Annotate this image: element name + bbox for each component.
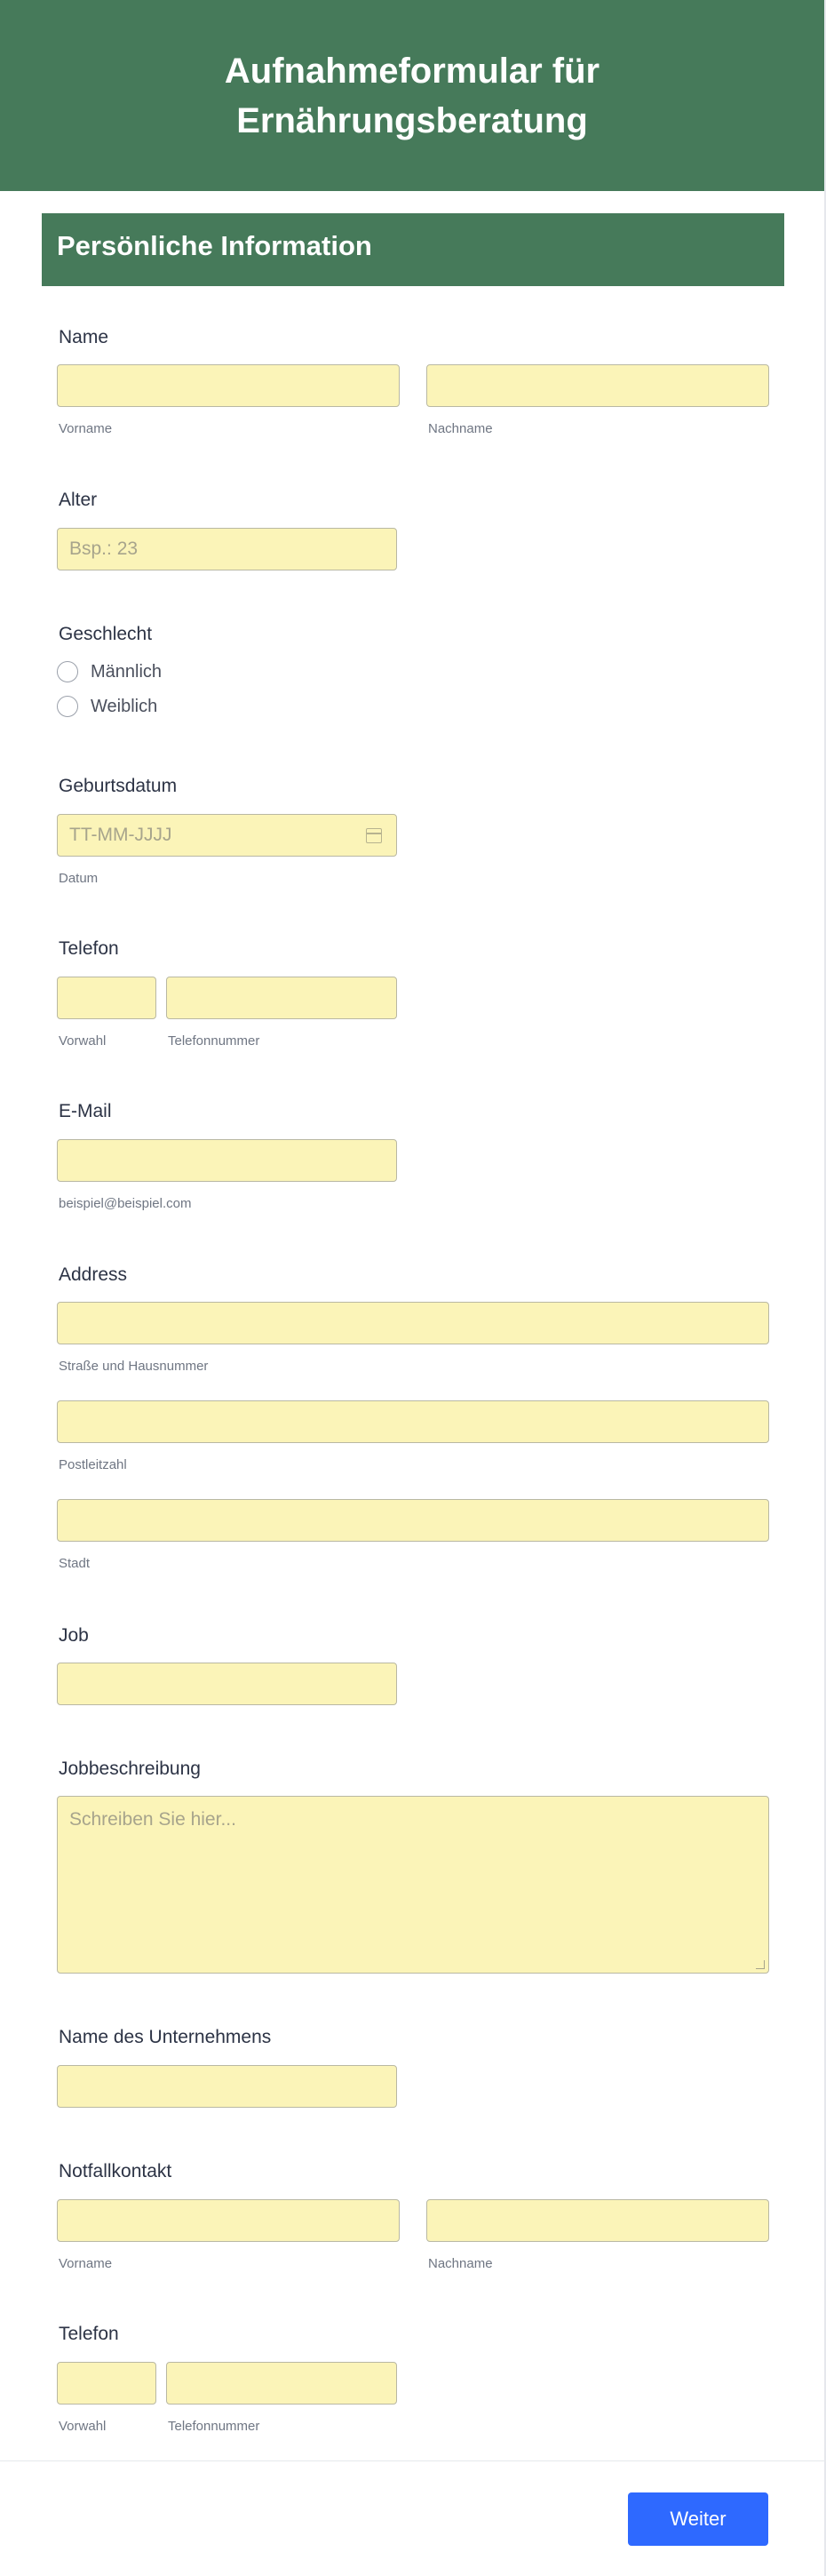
emergency-first-name-input[interactable] xyxy=(57,2199,400,2242)
phone-label: Telefon xyxy=(59,938,119,959)
emergency-phone-number-sublabel: Telefonnummer xyxy=(168,2419,260,2434)
zip-input[interactable] xyxy=(57,1400,769,1443)
job-description-textarea[interactable] xyxy=(57,1796,769,1974)
first-name-sublabel: Vorname xyxy=(59,421,113,436)
birthdate-placeholder: TT-MM-JJJJ xyxy=(69,825,172,845)
street-input[interactable] xyxy=(57,1302,769,1344)
job-label: Job xyxy=(59,1625,89,1646)
street-sublabel: Straße und Hausnummer xyxy=(59,1359,209,1374)
resize-handle-icon[interactable] xyxy=(756,1960,765,1969)
phone-area-sublabel: Vorwahl xyxy=(59,1033,107,1049)
age-input[interactable]: Bsp.: 23 xyxy=(57,528,397,570)
gender-option-female[interactable] xyxy=(57,696,157,717)
gender-option-male[interactable] xyxy=(57,661,162,682)
emergency-phone-number-input[interactable] xyxy=(166,2362,397,2405)
zip-sublabel: Postleitzahl xyxy=(59,1457,127,1472)
company-label: Name des Unternehmens xyxy=(59,2027,272,2047)
job-description-placeholder: Schreiben Sie hier... xyxy=(69,1809,236,1830)
section-title: Persönliche Information xyxy=(57,230,372,261)
section-header xyxy=(42,213,784,286)
city-sublabel: Stadt xyxy=(59,1556,91,1571)
email-label: E-Mail xyxy=(59,1101,112,1121)
radio-male-label: Männlich xyxy=(91,661,163,682)
emergency-last-name-input[interactable] xyxy=(426,2199,769,2242)
radio-female[interactable] xyxy=(57,696,78,717)
birthdate-sublabel: Datum xyxy=(59,871,99,886)
emergency-label: Notfallkontakt xyxy=(59,2161,172,2181)
email-sublabel: beispiel@beispiel.com xyxy=(59,1196,192,1211)
address-label: Address xyxy=(59,1264,128,1285)
form-title: Aufnahmeformular für Ernährungsberatung xyxy=(224,51,600,140)
phone-area-input[interactable] xyxy=(57,977,156,1019)
job-description-label: Jobbeschreibung xyxy=(59,1759,201,1779)
footer-divider xyxy=(0,2460,824,2461)
phone-number-sublabel: Telefonnummer xyxy=(168,1033,260,1049)
radio-female-label: Weiblich xyxy=(91,696,158,716)
form-header xyxy=(0,0,824,191)
last-name-input[interactable] xyxy=(426,364,769,407)
email-input[interactable] xyxy=(57,1139,397,1182)
job-input[interactable] xyxy=(57,1663,397,1705)
name-label: Name xyxy=(59,327,109,347)
last-name-sublabel: Nachname xyxy=(428,421,493,436)
city-input[interactable] xyxy=(57,1499,769,1542)
radio-male[interactable] xyxy=(57,661,78,682)
company-input[interactable] xyxy=(57,2065,397,2108)
gender-label: Geschlecht xyxy=(59,624,153,644)
emergency-phone-label: Telefon xyxy=(59,2324,119,2344)
emergency-phone-area-sublabel: Vorwahl xyxy=(59,2419,107,2434)
phone-number-input[interactable] xyxy=(166,977,397,1019)
age-label: Alter xyxy=(59,490,98,510)
birthdate-label: Geburtsdatum xyxy=(59,776,178,796)
emergency-phone-area-input[interactable] xyxy=(57,2362,156,2405)
first-name-input[interactable] xyxy=(57,364,400,407)
emergency-last-sublabel: Nachname xyxy=(428,2256,493,2271)
emergency-first-sublabel: Vorname xyxy=(59,2256,113,2271)
next-button[interactable]: Weiter xyxy=(628,2492,768,2546)
calendar-icon[interactable] xyxy=(366,828,382,843)
birthdate-input[interactable] xyxy=(57,814,397,857)
